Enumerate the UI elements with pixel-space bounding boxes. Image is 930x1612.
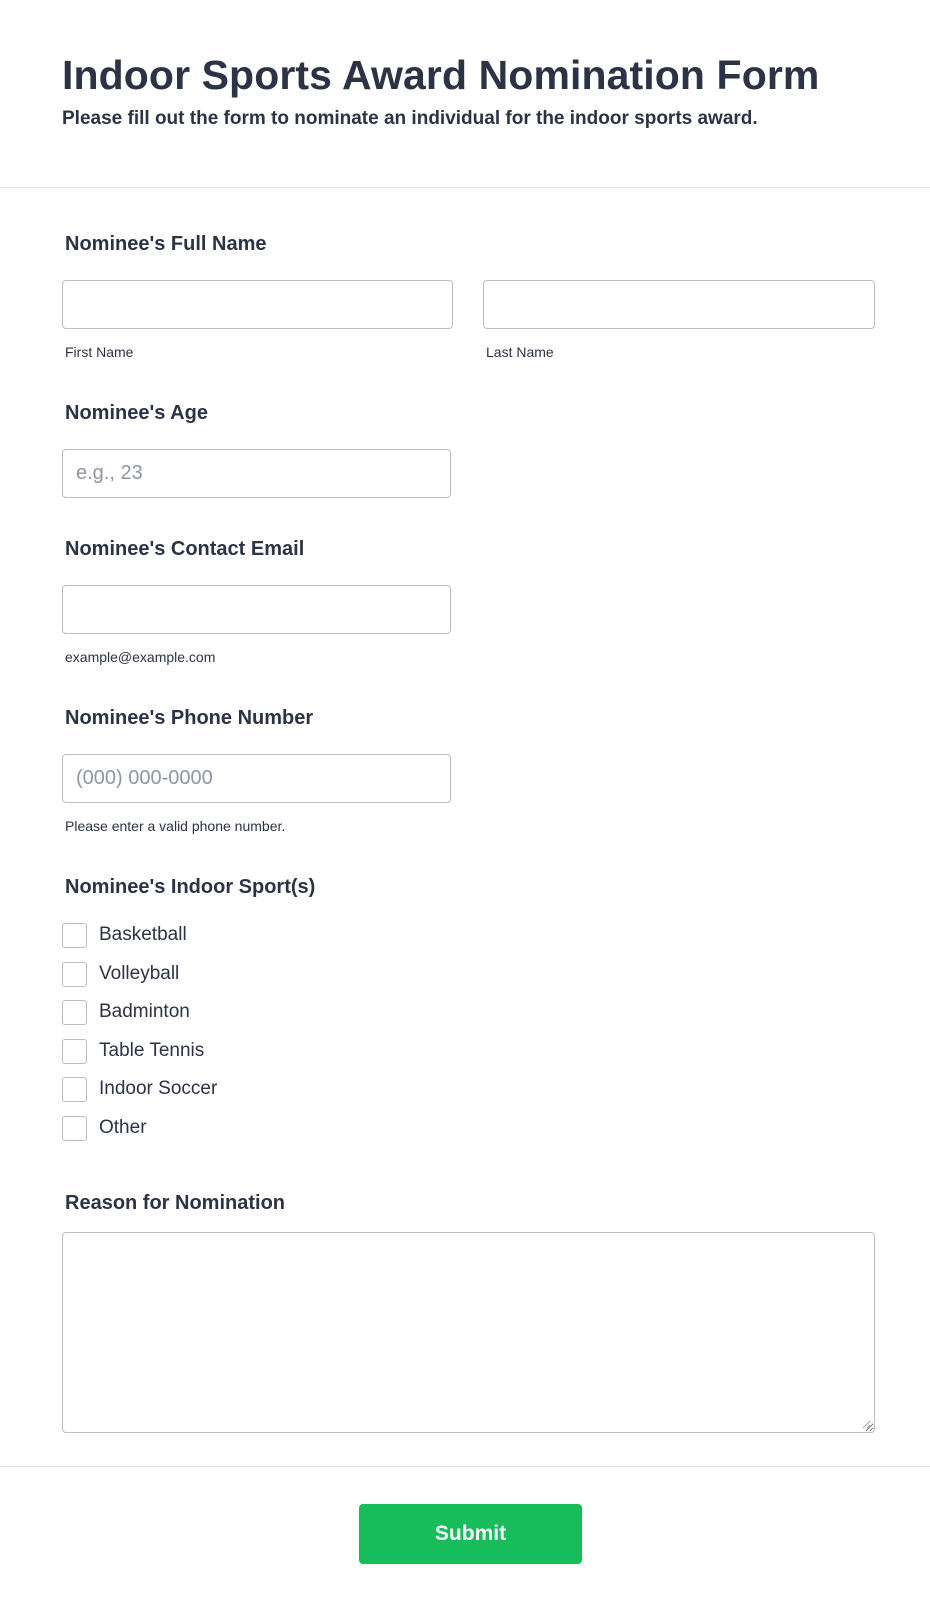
sport-option-badminton[interactable] <box>62 999 190 1025</box>
checkbox-label[interactable]: Volleyball <box>99 963 180 984</box>
sport-option-other[interactable] <box>62 1115 147 1141</box>
phone-input[interactable] <box>62 754 451 803</box>
age-input[interactable] <box>62 449 451 498</box>
sport-option-basketball[interactable] <box>62 922 187 948</box>
reason-textarea[interactable] <box>62 1232 875 1433</box>
submit-button[interactable]: Submit <box>359 1504 582 1564</box>
sports-label: Nominee's Indoor Sport(s) <box>65 876 316 898</box>
email-input[interactable] <box>62 585 451 634</box>
checkbox-label[interactable]: Indoor Soccer <box>99 1078 218 1099</box>
checkbox[interactable] <box>62 1039 87 1064</box>
checkbox-label[interactable]: Other <box>99 1117 147 1138</box>
checkbox-label[interactable]: Badminton <box>99 1001 190 1022</box>
last-name-input[interactable] <box>483 280 875 329</box>
form-header <box>0 0 930 188</box>
first-name-input[interactable] <box>62 280 453 329</box>
checkbox[interactable] <box>62 1000 87 1025</box>
last-name-sublabel: Last Name <box>486 344 554 360</box>
sport-option-table-tennis[interactable] <box>62 1038 204 1064</box>
checkbox-label[interactable]: Table Tennis <box>99 1040 205 1061</box>
age-label: Nominee's Age <box>65 402 208 424</box>
full-name-label: Nominee's Full Name <box>65 233 267 255</box>
footer-divider <box>0 1466 930 1467</box>
form-subtitle: Please fill out the form to nominate an individual for the indoor sports award. <box>62 108 758 129</box>
resize-grip-icon[interactable] <box>861 1419 871 1429</box>
sport-option-indoor-soccer[interactable] <box>62 1076 217 1102</box>
email-label: Nominee's Contact Email <box>65 538 305 560</box>
phone-label: Nominee's Phone Number <box>65 707 314 729</box>
checkbox[interactable] <box>62 1116 87 1141</box>
email-sublabel: example@example.com <box>65 649 216 665</box>
checkbox[interactable] <box>62 923 87 948</box>
first-name-sublabel: First Name <box>65 344 134 360</box>
phone-sublabel: Please enter a valid phone number. <box>65 818 286 834</box>
form-title: Indoor Sports Award Nomination Form <box>62 52 820 98</box>
checkbox-label[interactable]: Basketball <box>99 924 187 945</box>
sport-option-volleyball[interactable] <box>62 961 179 987</box>
checkbox[interactable] <box>62 962 87 987</box>
reason-label: Reason for Nomination <box>65 1192 286 1214</box>
checkbox[interactable] <box>62 1077 87 1102</box>
